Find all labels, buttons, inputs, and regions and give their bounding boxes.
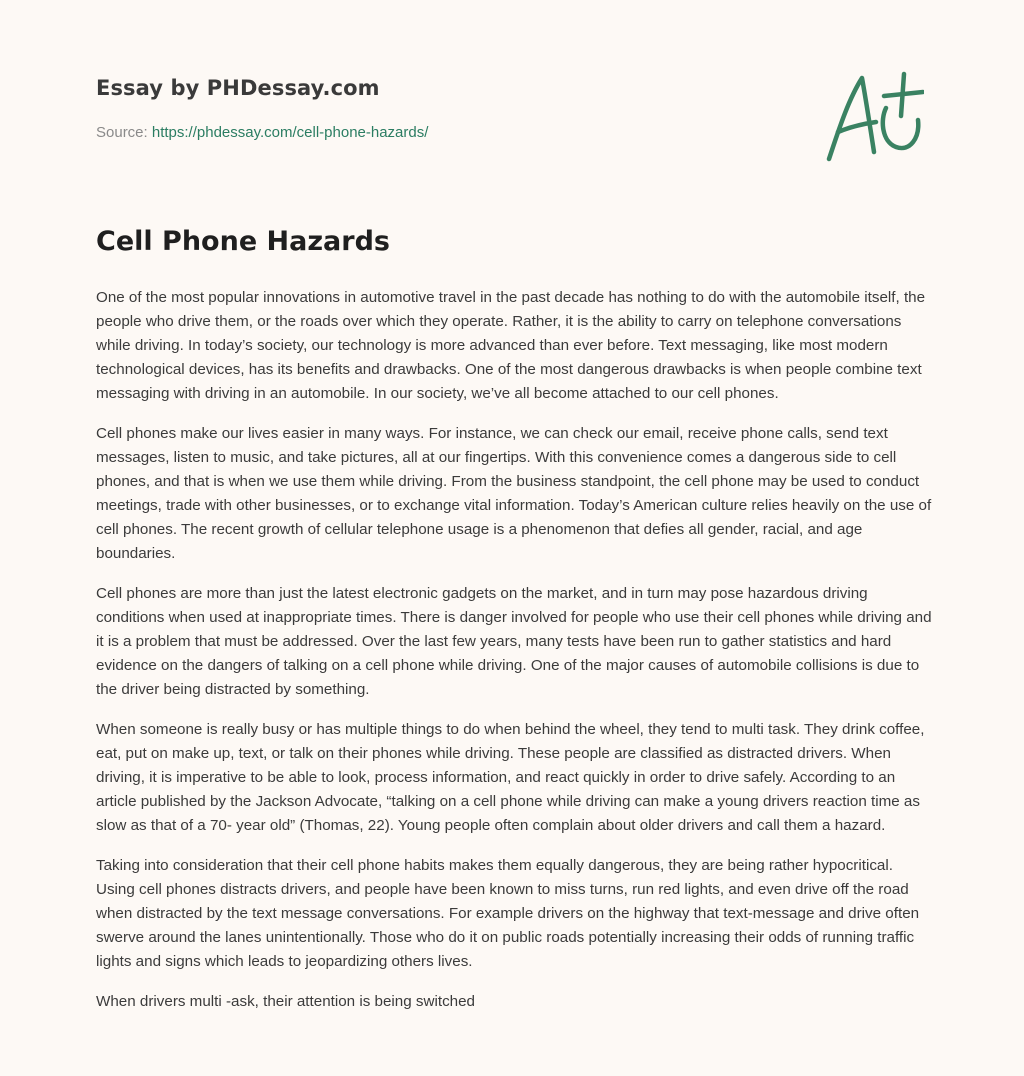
source-line [96,124,428,141]
essay-paragraph: When drivers multi -ask, their attention is being switched [96,993,476,1010]
essay-title: Cell Phone Hazards [96,226,390,257]
essay-paragraph: Cell phones make our lives easier in many ways. For instance, we can check our email, receive phone calls, send text messages, listen to music, and take pictures, all at our fingertips. With this convenience comes a dangerous side to cell phones, and that is when we use them while driving. From the business standpoint, the cell phone may be used to conduct meetings, trade with other businesses, or to exchange vital information. Today’s American culture relies heavily on the use of cell phones. The recent growth of cellular telephone usage is a phenomenon that defies all gender, racial, and age boundaries. [96,425,932,562]
a-plus-grade-icon [824,70,924,164]
essay-paragraph: One of the most popular innovations in automotive travel in the past decade has nothing to do with the automobile itself, the people who drive them, or the roads over which they operate. Rather, it is the ability to carry on telephone conversations while driving. In today’s society, our technology is more advanced than ever before. Text messaging, like most modern technological devices, has its benefits and drawbacks. One of the most dangerous drawbacks is when people combine text messaging with driving in an automobile. In our society, we’ve all become attached to our cell phones. [96,289,926,402]
essay-paragraph: Taking into consideration that their cell phone habits makes them equally dangerous, they are being rather hypocritical. Using cell phones distracts drivers, and people have been known to miss turns, run red lights, and even drive off the road when distracted by the text message conversations. For example drivers on the highway that text-message and drive often swerve around the lanes unintentionally. Those who do it on public roads potentially increasing their odds of running traffic lights and signs which leads to jeopardizing others lives. [96,857,920,970]
essay-body [96,286,932,1030]
site-brand: Essay by PHDessay.com [96,76,380,100]
source-label: Source: [96,124,148,141]
source-link[interactable]: https://phdessay.com/cell-phone-hazards/ [151,124,429,141]
essay-paragraph: Cell phones are more than just the latest electronic gadgets on the market, and in turn may pose hazardous driving conditions when used at inappropriate times. There is danger involved for people who use their cell phones while driving and it is a problem that must be addressed. Over the last few years, many tests have been run to gather statistics and hard evidence on the dangers of talking on a cell phone while driving. One of the major causes of automobile collisions is due to the driver being distracted by something. [96,585,932,698]
essay-paragraph: When someone is really busy or has multiple things to do when behind the wheel, they tend to multi task. They drink coffee, eat, put on make up, text, or talk on their phones while driving. These people are classified as distracted drivers. When driving, it is imperative to be able to look, process information, and react quickly in order to drive safely. According to an article published by the Jackson Advocate, “talking on a cell phone while driving can make a young drivers reaction time as slow as that of a 70- year old” (Thomas, 22). Young people often complain about older drivers and call them a hazard. [96,721,925,834]
